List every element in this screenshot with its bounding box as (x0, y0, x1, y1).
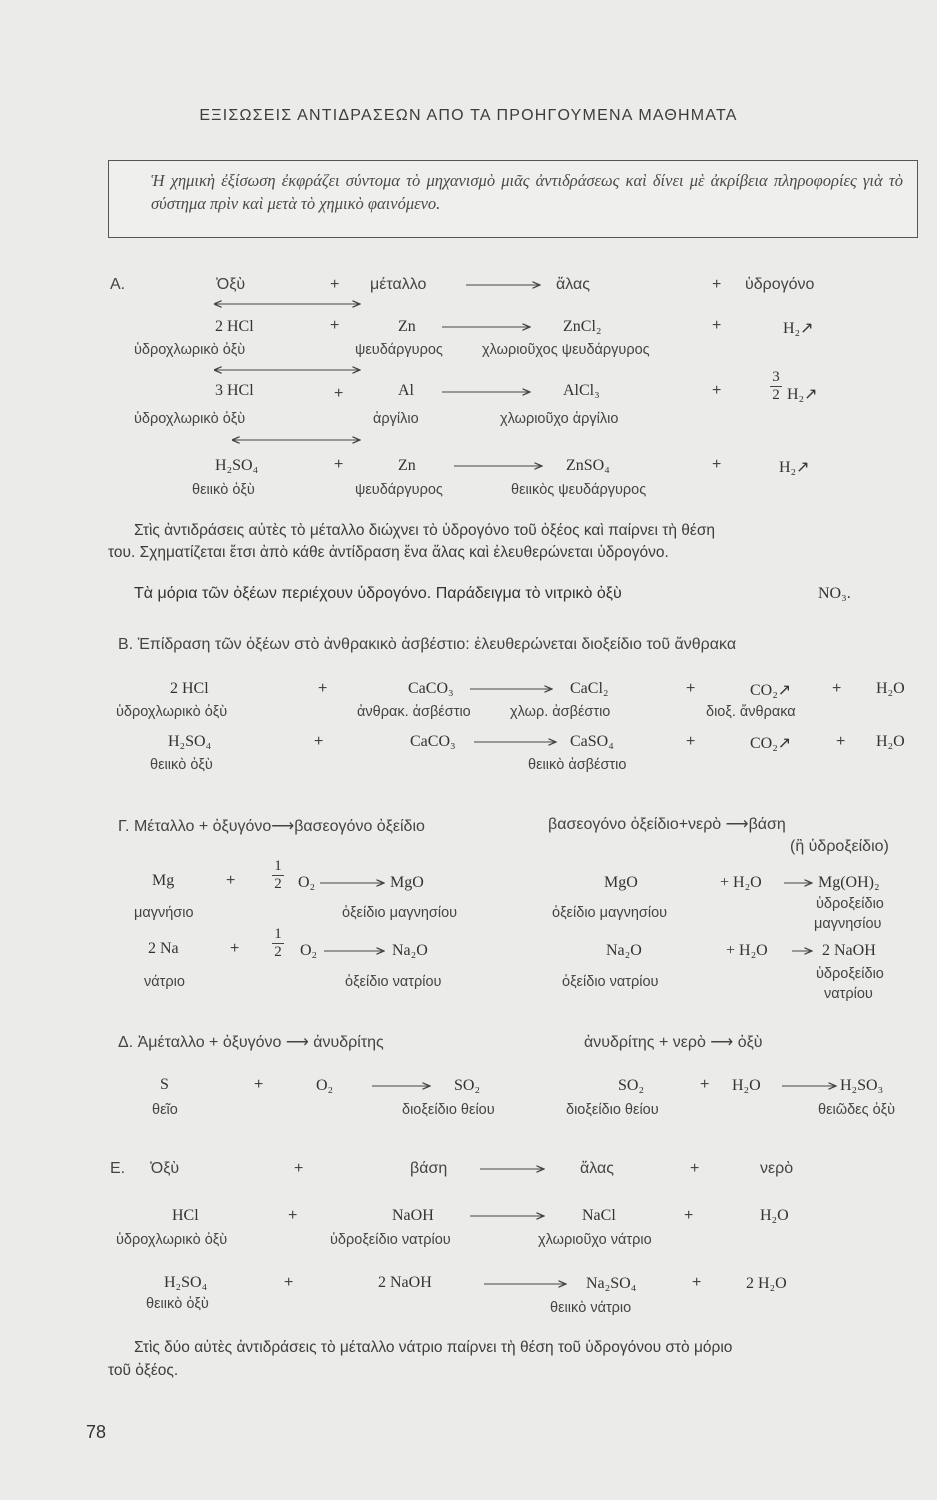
c2-oxide: Na₂O (392, 942, 428, 959)
a-header-hydrogen: ὑδρογόνο (745, 276, 815, 293)
c2-oxide-name: ὀξείδιο νατρίου (345, 974, 442, 990)
b1-plus2: + (686, 680, 696, 697)
c1-base-name2: μαγνησίου (814, 916, 882, 932)
e1-acid-name: ὑδροχλωρικὸ ὀξὺ (116, 1232, 228, 1248)
e1-water: H₂O (760, 1207, 789, 1224)
d1-oxide: SO₂ (454, 1077, 481, 1094)
c2-oxide2: Na₂O (606, 942, 642, 959)
d1-oxide2: SO₂ (618, 1077, 645, 1094)
e-paragraph-line1: Στὶς δύο αὐτὲς ἀντιδράσεις τὸ μέταλλο νάτριο παίρνει τὴ θέση τοῦ ὑδρογόνου στὸ μόριο (134, 1339, 733, 1356)
section-b-header: Β. Ἐπίδραση τῶν ὀξέων στὸ ἀνθρακικὸ ἀσβέστιο: ἐλευθερώνεται διοξείδιο τοῦ ἄνθρακα (118, 636, 737, 653)
reaction-arrow (470, 1210, 546, 1222)
reaction-arrow (372, 1080, 432, 1092)
e2-acid-name: θειικὸ ὀξὺ (146, 1296, 209, 1312)
b1-plus: + (318, 680, 328, 697)
c2-base: 2 NaOH (822, 942, 876, 959)
a3-gas: H₂↗ (779, 459, 810, 476)
c2-metal: 2 Na (148, 940, 179, 957)
d1-nonmetal-name: θεῖο (152, 1102, 178, 1118)
d1-plus: + (254, 1076, 264, 1093)
c1-fraction: 1 2 (272, 859, 284, 892)
b1-gas: CO₂↗ (750, 682, 792, 699)
a-paragraph-line1: Στὶς ἀντιδράσεις αὐτὲς τὸ μέταλλο διώχνει τὸ ὑδρογόνο τοῦ ὀξέος καὶ παίρνει τὴ θέση (134, 522, 716, 539)
intro-box (108, 160, 918, 238)
e-paragraph-line2: τοῦ ὀξέος. (108, 1362, 179, 1379)
c2-base-name1: ὑδροξείδιο (816, 966, 884, 982)
reaction-arrow (442, 386, 532, 398)
a1-salt: ZnCl₂ (563, 318, 602, 335)
section-c-header-right2: (ἢ ὑδροξείδιο) (790, 838, 889, 855)
intro-text: Ἡ χημικὴ ἐξίσωση ἐκφράζει σύντομα τὸ μηχανισμὸ μιᾶς ἀντιδράσεως καὶ δίνει μὲ ἀκρίβεια πληροφορίες γιὰ τὸ σύστημα πρὶν καὶ μετὰ τὸ χημικὸ φαινόμενο. (151, 171, 903, 213)
section-e-letter: Ε. (110, 1160, 126, 1177)
c1-oxygen: O₂ (298, 874, 316, 891)
page-title: ΕΞΙΣΩΣΕΙΣ ΑΝΤΙΔΡΑΣΕΩΝ ΑΠΟ ΤΑ ΠΡΟΗΓΟΥΜΕΝΑ ΜΑΘΗΜΑΤΑ (199, 107, 738, 124)
c1-metal-name: μαγνήσιο (134, 905, 194, 921)
e2-plus: + (284, 1274, 294, 1291)
a-paragraph-line2: του. Σχηματίζεται ἔτσι ἀπὸ κάθε ἀντίδραση ἕνα ἅλας καὶ ἐλευθερώνεται ὑδρογόνο. (108, 544, 669, 561)
b1-acid: 2 HCl (170, 680, 209, 697)
d1-water: H₂O (732, 1077, 761, 1094)
c2-oxide2-name: ὀξείδιο νατρίου (562, 974, 659, 990)
b1-plus3: + (832, 680, 842, 697)
e-header-acid: Ὀξὺ (150, 1160, 180, 1177)
a2-gas: H₂↗ (787, 386, 818, 403)
d1-nonmetal: S (160, 1076, 169, 1093)
e2-plus2: + (692, 1274, 702, 1291)
a1-plus2: + (712, 317, 722, 334)
e-header-salt: ἅλας (580, 1160, 614, 1177)
d1-acid: H₂SO₃ (840, 1077, 884, 1094)
c2-oxygen: O₂ (300, 942, 318, 959)
b2-salt-name: θειικὸ ἀσβέστιο (528, 757, 627, 773)
e1-base: NaOH (392, 1207, 434, 1224)
a-header-acid: Ὀξὺ (216, 276, 246, 293)
c2-fraction: 1 2 (272, 927, 284, 960)
reaction-arrow (484, 1278, 568, 1290)
e2-water: 2 H₂O (746, 1275, 787, 1292)
c1-base: Mg(OH)₂ (818, 874, 880, 891)
c1-metal: Mg (152, 872, 175, 889)
a-header-metal: μέταλλο (370, 276, 427, 293)
e-header-water: νερὸ (760, 1160, 794, 1177)
reaction-arrow (470, 683, 554, 695)
b2-acid-name: θειικὸ ὀξὺ (150, 757, 213, 773)
e-header-plus: + (294, 1160, 304, 1177)
a-header-plus: + (330, 276, 340, 293)
e-header-plus2: + (690, 1160, 700, 1177)
reaction-arrow (324, 945, 386, 957)
e2-base: 2 NaOH (378, 1274, 432, 1291)
b2-salt: CaSO₄ (570, 733, 614, 750)
a1-acid: 2 HCl (215, 318, 254, 335)
double-arrow (232, 434, 362, 446)
a1-metal-name: ψευδάργυρος (355, 342, 443, 358)
b2-plus: + (314, 733, 324, 750)
e2-acid: H₂SO₄ (164, 1274, 208, 1291)
a3-acid-name: θειικὸ ὀξὺ (192, 482, 255, 498)
c1-water: + H₂O (720, 874, 762, 891)
a3-acid: H₂SO₄ (215, 457, 259, 474)
b1-acid-name: ὑδροχλωρικὸ ὀξὺ (116, 704, 228, 720)
c1-oxide2: MgO (604, 874, 638, 891)
c1-plus: + (226, 872, 236, 889)
reaction-arrow (784, 877, 814, 889)
c1-base-name1: ὑδροξείδιο (816, 896, 884, 912)
e-header-base: βάση (410, 1160, 448, 1177)
a2-salt-name: χλωριοῦχο ἀργίλιο (500, 411, 619, 427)
d1-acid-name: θειῶδες ὀξὺ (818, 1102, 896, 1118)
e1-salt: NaCl (582, 1207, 616, 1224)
a2-metal: Al (398, 382, 414, 399)
a-paragraph2: Τὰ μόρια τῶν ὀξέων περιέχουν ὑδρογόνο. Παράδειγμα τὸ νιτρικὸ ὀξὺ (134, 585, 622, 602)
a2-metal-name: ἀργίλιο (373, 411, 419, 427)
d1-oxygen: O₂ (316, 1077, 334, 1094)
reaction-arrow (320, 877, 386, 889)
reaction-arrow (480, 1163, 546, 1175)
b2-gas: CO₂↗ (750, 735, 792, 752)
b1-reactant: CaCO₃ (408, 680, 454, 697)
e1-base-name: ὑδροξείδιο νατρίου (330, 1232, 451, 1248)
section-d-header-left: Δ. Ἀμέταλλο + ὀξυγόνο ⟶ ἀνυδρίτης (118, 1034, 384, 1051)
section-c-header-left: Γ. Μέταλλο + ὀξυγόνο⟶βασεογόνο ὀξείδιο (118, 818, 425, 835)
a1-metal: Zn (398, 318, 416, 335)
d1-oxide-name: διοξείδιο θείου (402, 1102, 495, 1118)
c1-oxide2-name: ὀξείδιο μαγνησίου (552, 905, 668, 921)
c2-plus: + (230, 940, 240, 957)
e1-acid: HCl (172, 1207, 199, 1224)
e1-plus: + (288, 1207, 298, 1224)
e2-salt: Na₂SO₄ (586, 1275, 637, 1292)
a3-metal-name: ψευδάργυρος (355, 482, 443, 498)
a3-plus2: + (712, 456, 722, 473)
b2-plus2: + (686, 733, 696, 750)
reaction-arrow (454, 460, 544, 472)
a3-metal: Zn (398, 457, 416, 474)
a1-acid-name: ὑδροχλωρικὸ ὀξὺ (134, 342, 246, 358)
a-header-salt: ἅλας (556, 276, 590, 293)
reaction-arrow (792, 945, 814, 957)
section-a-letter: Α. (110, 276, 126, 293)
e1-plus2: + (684, 1207, 694, 1224)
c1-oxide: MgO (390, 874, 424, 891)
a2-plus: + (334, 385, 344, 402)
reaction-arrow (466, 279, 541, 291)
a3-plus: + (334, 456, 344, 473)
a1-salt-name: χλωριοῦχος ψευδάργυρος (482, 342, 650, 358)
a2-plus2: + (712, 382, 722, 399)
b2-plus3: + (836, 733, 846, 750)
b2-acid: H₂SO₄ (168, 733, 212, 750)
b1-water: H₂O (876, 680, 905, 697)
e2-salt-name: θειικὸ νάτριο (550, 1300, 632, 1316)
double-arrow (214, 298, 362, 310)
a3-salt: ZnSO₄ (566, 457, 610, 474)
a2-salt: AlCl₃ (563, 382, 600, 399)
reaction-arrow (782, 1080, 838, 1092)
a-paragraph2-formula: NO₃. (818, 585, 851, 602)
b2-water: H₂O (876, 733, 905, 750)
a1-plus: + (330, 317, 340, 334)
b1-salt: CaCl₂ (570, 680, 609, 697)
b1-salt-name: χλωρ. ἀσβέστιο (510, 704, 611, 720)
c2-metal-name: νάτριο (144, 974, 185, 990)
a1-gas: H₂↗ (783, 320, 814, 337)
d1-oxide2-name: διοξείδιο θείου (566, 1102, 659, 1118)
a3-salt-name: θειικὸς ψευδάργυρος (511, 482, 647, 498)
page-number: 78 (86, 1422, 107, 1442)
c2-base-name2: νατρίου (824, 986, 873, 1002)
a-header-plus2: + (712, 276, 722, 293)
b1-gas-name: διοξ. ἄνθρακα (706, 704, 796, 720)
a2-fraction: 3 2 (770, 370, 782, 403)
e1-salt-name: χλωριοῦχο νάτριο (538, 1232, 652, 1248)
section-c-header-right: βασεογόνο ὀξείδιο+νερὸ ⟶βάση (548, 816, 786, 833)
double-arrow (214, 364, 362, 376)
b2-reactant: CaCO₃ (410, 733, 456, 750)
a2-acid-name: ὑδροχλωρικὸ ὀξὺ (134, 411, 246, 427)
a2-acid: 3 HCl (215, 382, 254, 399)
reaction-arrow (474, 736, 558, 748)
section-d-header-right: ἀνυδρίτης + νερὸ ⟶ ὀξὺ (584, 1034, 763, 1051)
reaction-arrow (442, 321, 532, 333)
d1-plus2: + (700, 1076, 710, 1093)
c2-water: + H₂O (726, 942, 768, 959)
c1-oxide-name: ὀξείδιο μαγνησίου (342, 905, 458, 921)
b1-reactant-name: ἀνθρακ. ἀσβέστιο (357, 704, 471, 720)
